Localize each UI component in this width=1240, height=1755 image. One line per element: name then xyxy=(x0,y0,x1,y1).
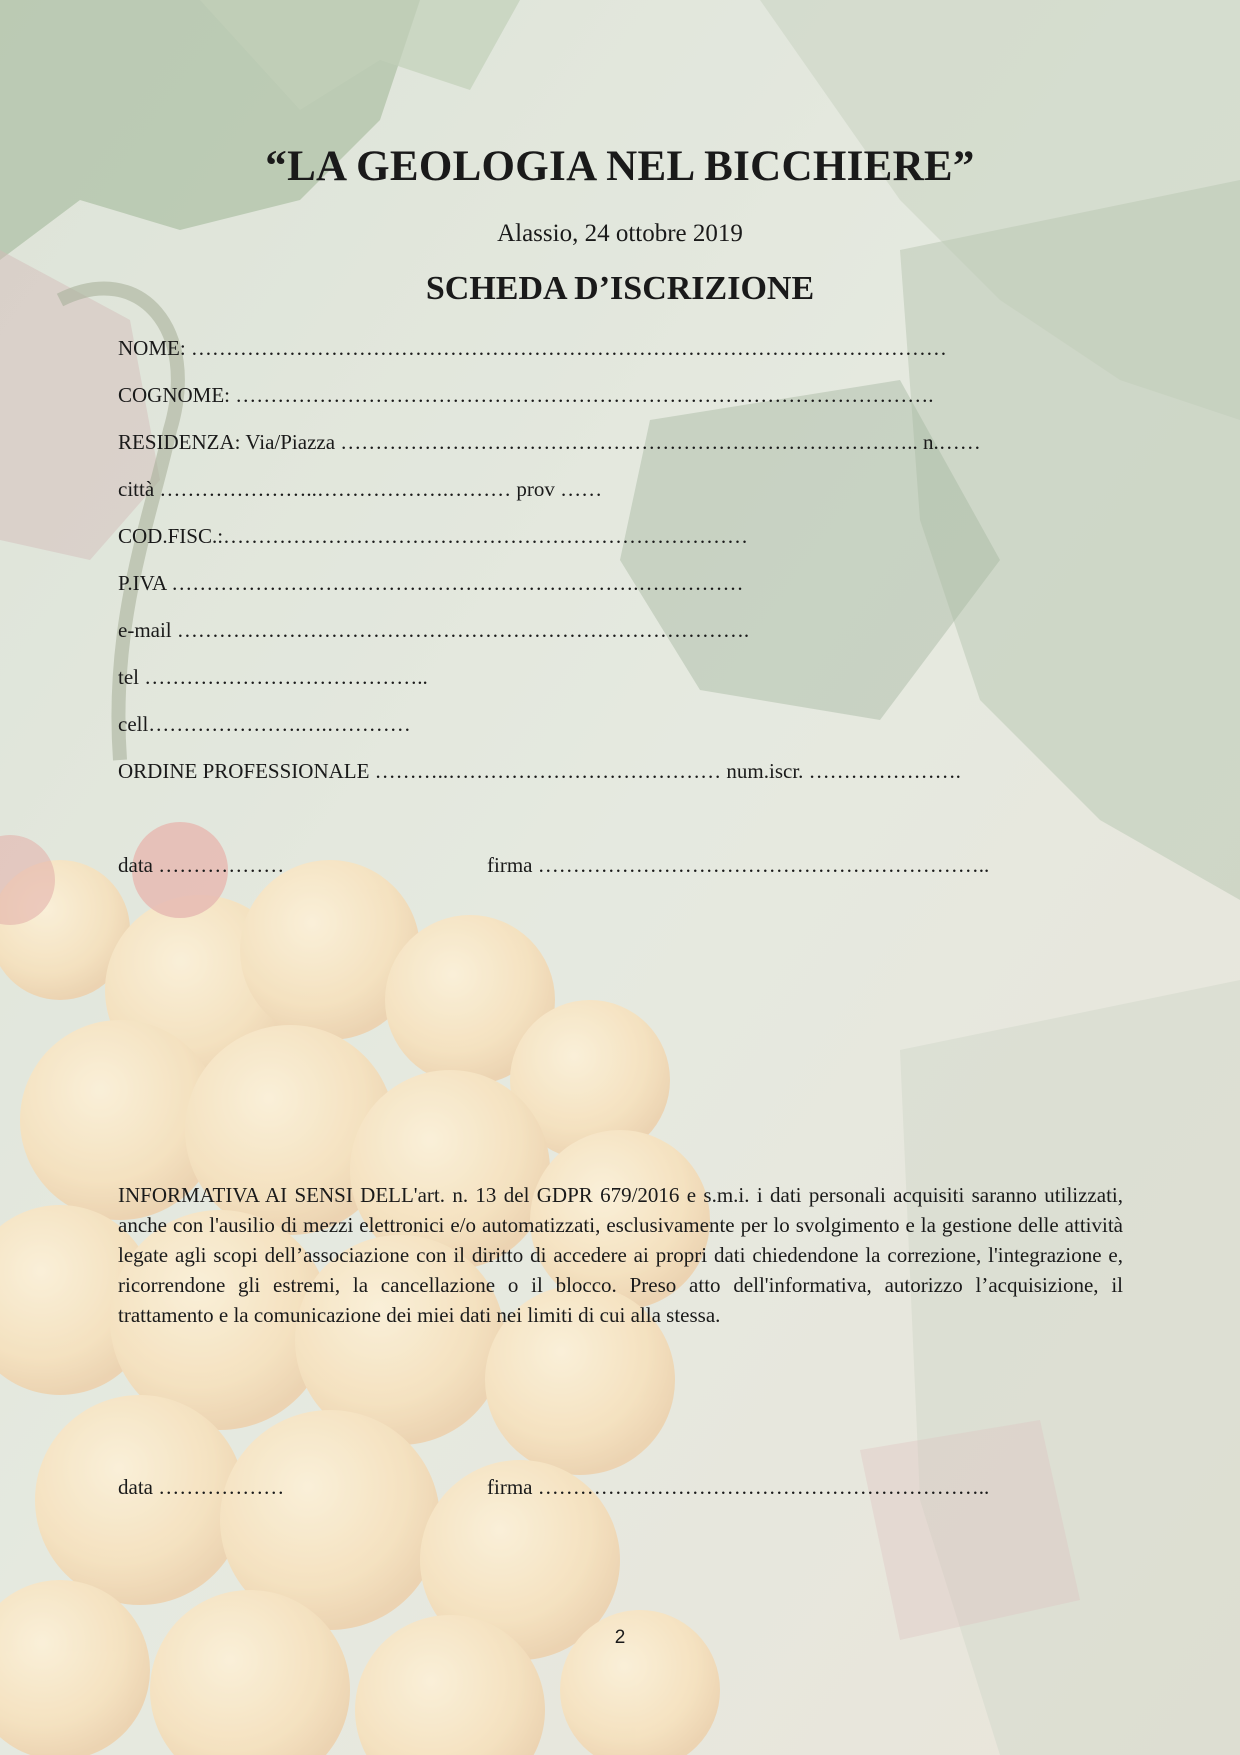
field-cell[interactable]: cell………………….….………… xyxy=(118,712,411,736)
field-tel[interactable]: tel ………………………………….. xyxy=(118,665,428,689)
field-cod-fisc[interactable]: COD.FISC.:………………………………………………………………… xyxy=(118,524,749,548)
document-title: “LA GEOLOGIA NEL BICCHIERE” xyxy=(265,143,975,190)
signature-row-1 xyxy=(118,851,1123,879)
page-number: 2 xyxy=(614,1627,626,1648)
field-citta[interactable]: città …………………..……………….……… prov …… xyxy=(118,477,603,501)
form-heading: SCHEDA D’ISCRIZIONE xyxy=(425,270,815,307)
field-cognome[interactable]: COGNOME: ………………………………………………………………………………………. xyxy=(118,383,934,407)
date-field-1[interactable]: data ……………… xyxy=(118,853,285,877)
date-field-2[interactable]: data ……………… xyxy=(118,1475,285,1499)
event-place-date: Alassio, 24 ottobre 2019 xyxy=(497,220,743,247)
field-residenza[interactable]: RESIDENZA: Via/Piazza ……………………………………………………………………….. n.…… xyxy=(118,430,981,454)
signature-field-2[interactable]: firma ……………………………………………………….. xyxy=(487,1475,990,1499)
field-piva[interactable]: P.IVA ………………………………………………………….…………… xyxy=(118,571,744,595)
field-email[interactable]: e-mail ………………………………………………………………………. xyxy=(118,618,750,642)
signature-row-2 xyxy=(118,1473,1123,1501)
signature-field-1[interactable]: firma ……………………………………………………….. xyxy=(487,853,990,877)
field-nome[interactable]: NOME: ……………………………………………………………………………………………… xyxy=(118,336,947,360)
privacy-notice: INFORMATIVA AI SENSI DELL'art. n. 13 del GDPR 679/2016 e s.m.i. i dati personali acquisiti saranno utilizzati, anche con l'ausilio di mezzi elettronici e/o automatizzati, esclusivamente per lo svolgimento e la gestione delle attività legate agli scopi dell’associazione con il diritto di accedere ai propri dati chiedendone la correzione, l'integrazione e, ricorrendone gli estremi, la cancellazione o il blocco. Preso atto dell'informativa, autorizzo l’acquisizione, il trattamento e la comunicazione dei miei dati nei limiti di cui alla stessa. xyxy=(118,1183,1123,1327)
field-ordine-professionale[interactable]: ORDINE PROFESSIONALE ………..………………………………… num.iscr. …………………. xyxy=(118,759,961,783)
